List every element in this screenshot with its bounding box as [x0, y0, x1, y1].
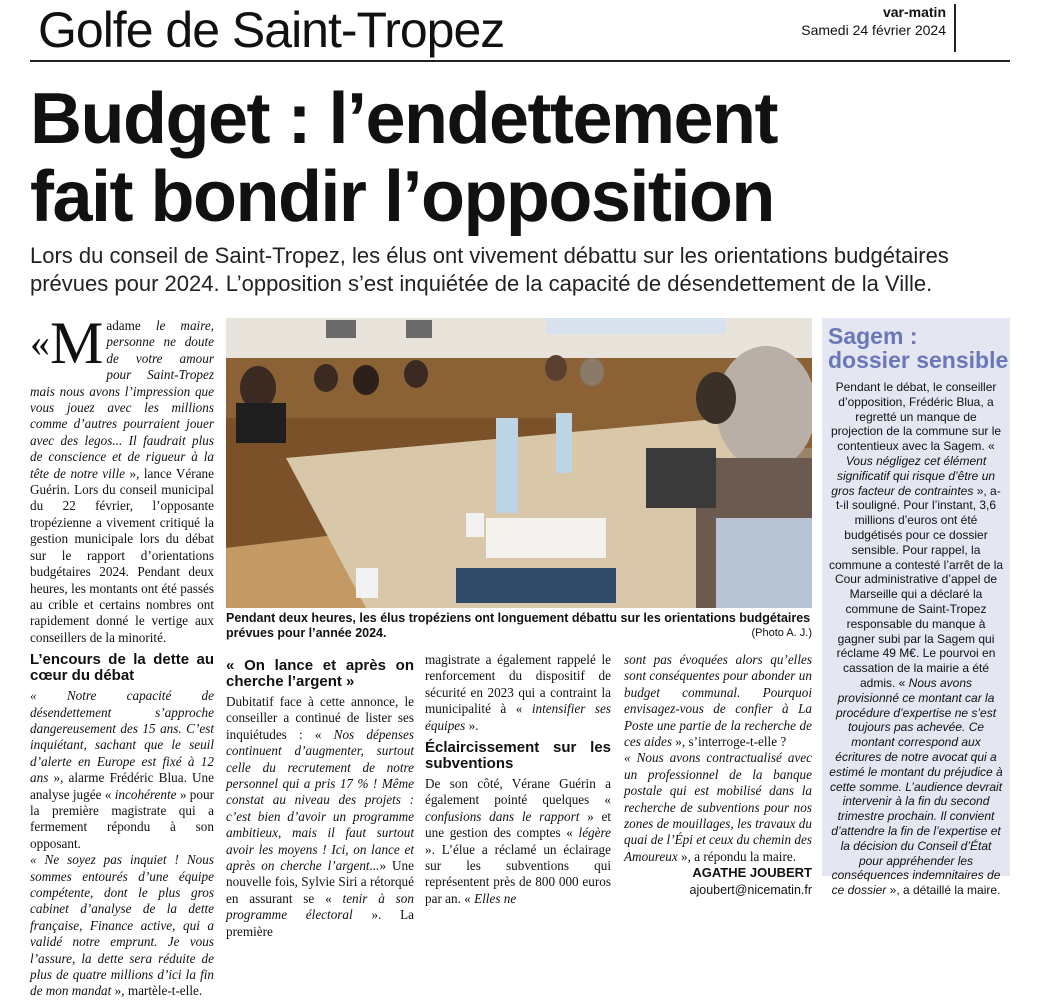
header-divider — [954, 4, 956, 52]
article-column-2 — [226, 652, 414, 940]
paragraph-poste — [624, 652, 812, 750]
intertitle-argent: « On lance et après on cherche l’argent » — [226, 657, 414, 690]
author-signature: AGATHE JOUBERT — [692, 865, 812, 881]
sidebar-box-sagem — [822, 318, 1010, 898]
paragraph-argent — [226, 694, 414, 940]
council-photo — [226, 318, 812, 608]
intro-paragraph — [30, 310, 214, 646]
text-martele: », martèle-t-elle. — [111, 983, 203, 999]
headline-line-2: fait bondir l’opposition — [30, 157, 774, 237]
paragraph-reponse — [30, 852, 214, 1000]
intro-text-c: », lance Vérane Guérin. Lors du conseil municipal du 22 février, l’opposante tropézienne a vivement critiqué la gestion municipale lors du débat sur le rapport d’orientations budgétaires 2024. Pendant deux heures, les montants ont été passés au crible et certains nombres ont rapidement donné le vertige aux conseillers de la minorité. — [30, 465, 214, 645]
intro-quote: le maire, personne ne doute de votre amour pour Saint-Tropez mais nous avons l’impression que vous jouez avec les millions comme d’autres pourraient jouer avec des legos... Il faudrait plus de conscience et de rigueur à la tête de notre ville — [30, 318, 214, 481]
sidebar-title — [828, 318, 1010, 372]
sidebar-text-1: Pendant le débat, le conseiller d’opposition, Frédéric Blua, a regretté un manque de projection de la commune sur le contentieux avec la Sagem. « — [830, 380, 1002, 454]
quote-maire: « Ne soyez pas inquiet ! Nous sommes entourés d’une équipe compétente, dont le plus gros cabinet d’analyse de la dette française, Finance active, qui a validé notre emprunt. Je vous l’assure, la dette sera réduite de plus de quatre millions d’ici la fin de mon mandat — [30, 852, 214, 999]
photo-caption — [226, 611, 812, 641]
publication-date: Samedi 24 février 2024 — [801, 22, 946, 38]
caption-text: Pendant deux heures, les élus tropéziens ont longuement débattu sur les orientations budgétaires prévues pour l’année 2024. — [226, 611, 811, 640]
section-rubric: Golfe de Saint-Tropez — [38, 2, 505, 58]
opening-quote: « — [30, 320, 50, 365]
col4-quote-1: sont pas évoquées alors qu’elles sont conséquentes pour abonder un budget communal. Pourquoi envisagez-vous de confier à La Poste une partie de la recherche de ces aides — [624, 652, 812, 750]
sidebar-text-5: », a détaillé la maire. — [886, 883, 1001, 898]
col3-elles-ne: Elles ne — [474, 890, 517, 906]
paragraph-dette — [30, 688, 214, 852]
author-email[interactable]: ajoubert@nicematin.fr — [689, 882, 812, 897]
newspaper-brand: var-matin — [882, 4, 946, 20]
header-rule — [30, 60, 1010, 62]
dropcap-letter: M — [50, 310, 104, 376]
photo-credit: (Photo A. J.) — [751, 627, 812, 639]
paragraph-subventions — [425, 776, 611, 907]
col3-text-3: ». — [465, 717, 479, 733]
col3-text-1: magistrate a également rappelé le renforcement du dispositif de sécurité en 2023 qui a contraint la municipalité à « — [425, 652, 611, 717]
col4-text-4: », a répondu la maire. — [677, 848, 796, 864]
sidebar-title-line-1: Sagem : — [828, 323, 918, 349]
col2-text-5: ». La première — [226, 907, 414, 939]
quote-blua: « Notre capacité de désendettement s’approche dangereusement des 15 ans. C’est inquiétant, sachant que le seuil d’alerte en Europe est fixé à 12 ans — [30, 688, 214, 786]
text-magistrate: » pour la première magistrate qui a fermement répondu à son opposant. — [30, 786, 214, 851]
col3-equipes: intensifier ses équipes — [425, 701, 611, 733]
col2-programme: tenir à son programme électoral — [226, 890, 414, 923]
word-incoherente: incohérente — [114, 786, 177, 802]
col3-confusions: confusions dans le rapport — [425, 808, 580, 824]
article-column-4 — [624, 652, 812, 898]
council-meeting-image — [226, 318, 812, 608]
paragraph-reponse-maire — [624, 750, 812, 865]
headline — [30, 80, 1010, 236]
col2-text-3: » Une nouvelle fois, Sylvie Siri a rétorqué en assurant se « — [226, 858, 414, 906]
sidebar-text-3: », a-t-il souligné. Pour l’instant, 3,6 millions d’euros ont été budgétisés pour ce dossier sensible. Pour rappel, la commune a contesté l’arrêt de la Cour administrative d’appel de Marseille qui a déclaré la commune de Saint-Tropez responsable du manque à gagner subi par la Sagem qui réclame 49 M€. Le pourvoi en cassation de la mairie a été admis. « — [828, 483, 1004, 690]
sidebar-quote-2: Nous avons provisionné ce montant car la procédure d’expertise ne s’est toujours pas achevée. Ce montant correspond aux écritures de notre avocat qui a estimé le montant du préjudice à cette somme. L’audience devrait intervenir à la fin du second trimestre prochain. Il convient d’attendre la fin de l’expertise et la décision du Conseil d’État pour appréhender les conséquences indemnitaires de ce dossier — [829, 675, 1003, 898]
sidebar-text — [822, 380, 1010, 898]
intertitle-dette: L’encours de la dette au cœur du débat — [30, 651, 214, 685]
text-blua: », alarme Frédéric Blua. Une analyse jugée « — [30, 770, 214, 802]
col2-text-1: Dubitatif face à cette annonce, le conseiller a continué de lister ses inquiétudes : « — [226, 694, 414, 742]
col3-text-4: De son côté, Vérane Guérin a également pointé quelques « — [425, 776, 611, 808]
dropcap — [30, 310, 104, 376]
sidebar-quote-1: Vous négligez cet élément significatif qui risque d’être un gros facteur de contraintes — [831, 453, 996, 498]
col2-quote: Nos dépenses continuent d’augmenter, surtout celle du recrutement de notre personnel qui a pris 17 % ! Même constat au niveau des projets : c’est bien d’avoir un programme ambitieux, mais il faut surtout avoir les moyens ! Ici, on lance et après on cherche l’argent... — [226, 726, 414, 874]
col4-text-2: », s’interroge-t-elle ? — [671, 734, 787, 750]
col3-text-8: ». L’élue a réclamé un éclairage sur les subventions qui représentent près de 800 000 euros par an. « — [425, 841, 611, 906]
col4-quote-2: « Nous avons contractualisé avec un professionnel de la banque postale qui est mobilisé dans la recherche de subventions pour nos zones de mouillages, les travaux du quai de l’Épi et ceux du chemin des Amoureux — [624, 750, 812, 864]
article-lede: Lors du conseil de Saint-Tropez, les élus ont vivement débattu sur les orientations budgétaires prévues pour 2024. L’opposition s’est inquiétée de la capacité de désendettement de la Ville. — [30, 243, 949, 296]
sidebar-title-line-2: dossier sensible — [828, 347, 1009, 373]
intro-text-a: adame — [106, 318, 156, 333]
article-column-3 — [425, 652, 611, 907]
intertitle-subventions: Éclaircissement sur les subventions — [425, 739, 611, 773]
col3-text-6: » et une gestion des comptes « — [425, 808, 611, 841]
col3-legere: légère — [578, 825, 611, 841]
article-column-1 — [30, 310, 214, 1000]
paragraph-securite — [425, 652, 611, 734]
headline-line-1: Budget : l’endettement — [30, 79, 778, 159]
